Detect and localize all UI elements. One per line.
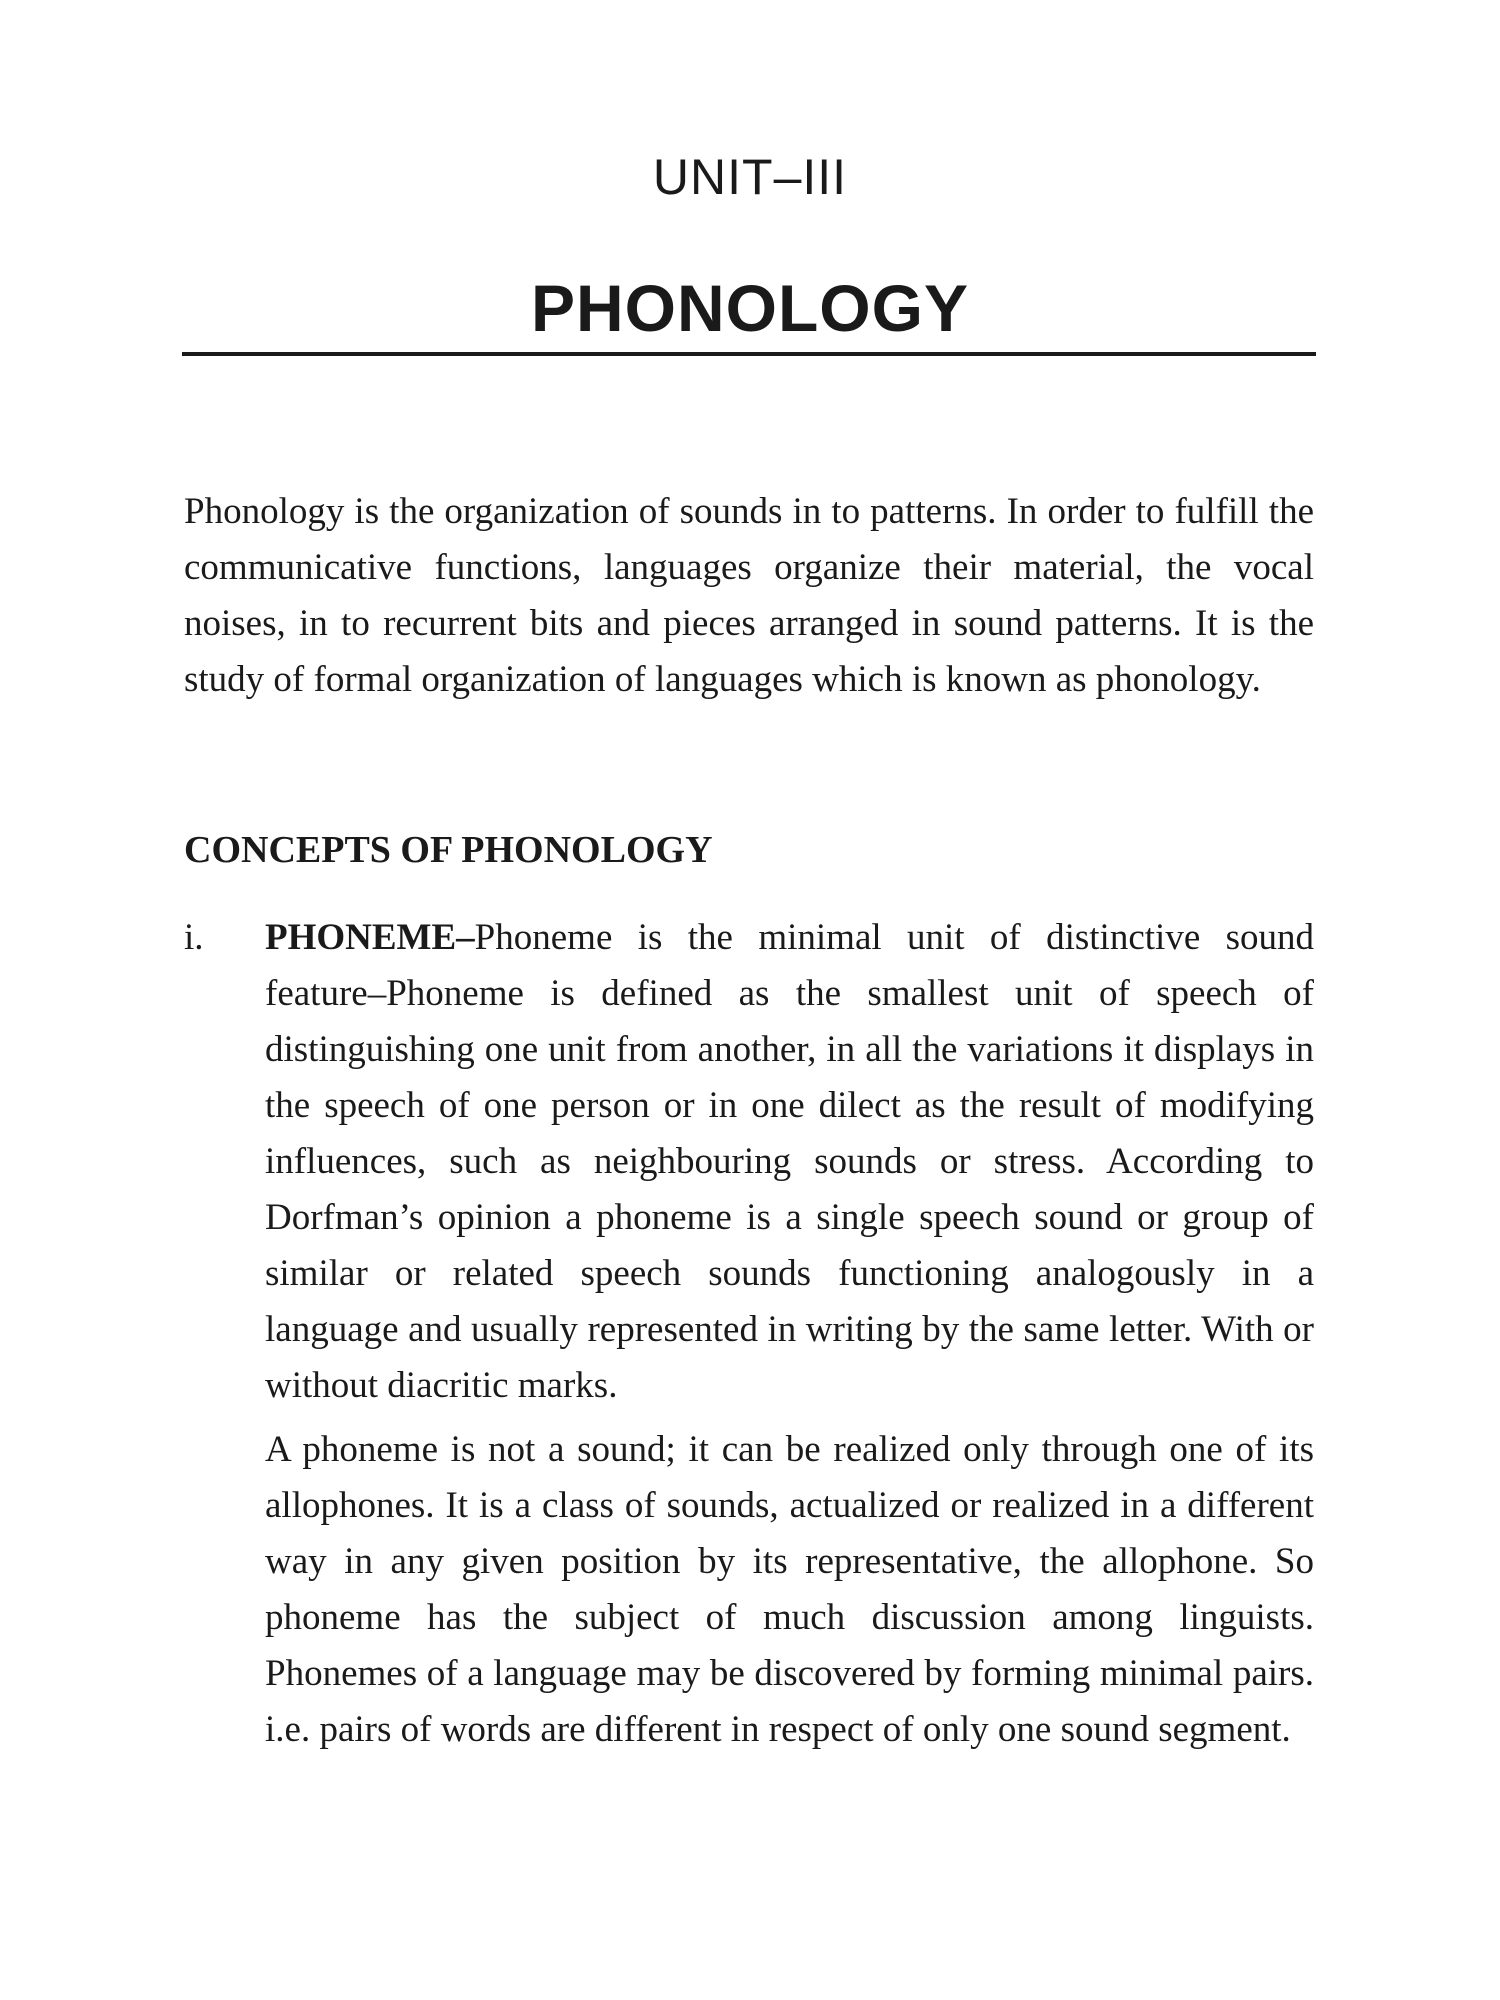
phoneme-second-paragraph: A phoneme is not a sound; it can be realized only through one of its allophones. It is a class of sounds, actualized or realized in a different way in any given position by its representative, the allophone. So phoneme has the subject of much discussion among linguists. Phonemes of a language may be discovered by forming minimal pairs. i.e. pairs of words are different in respect of only one sound segment. [265, 1429, 1314, 1750]
section-heading: CONCEPTS OF PHONOLOGY [184, 829, 713, 871]
list-marker: i. [184, 917, 204, 958]
phoneme-definition-paragraph [265, 910, 1314, 1414]
list-item-body [265, 910, 1314, 1758]
chapter-title: PHONOLOGY [530, 271, 970, 345]
title-divider [182, 352, 1316, 356]
phoneme-definition: Phoneme is the minimal unit of distinctive sound feature–Phoneme is defined as the smallest unit of speech of distinguishing one unit from another, in all the variations it displays in the speech of one person or in one dilect as the result of modifying influences, such as neighbouring sounds or stress. According to Dorfman’s opinion a phoneme is a single speech sound or group of similar or related speech sounds functioning analogously in a language and usually represented in writing by the same letter. With or without diacritic marks. [265, 917, 1314, 1406]
intro-paragraph: Phonology is the organization of sounds in to patterns. In order to fulfill the communicative functions, languages organize their material, the vocal noises, in to recurrent bits and pieces arranged in sound patterns. It is the study of formal organization of languages which is known as phonology. [184, 491, 1314, 700]
list-item-phoneme [184, 910, 1314, 1758]
unit-label: UNIT–III [652, 149, 848, 205]
term-phoneme: PHONEME– [265, 917, 475, 958]
